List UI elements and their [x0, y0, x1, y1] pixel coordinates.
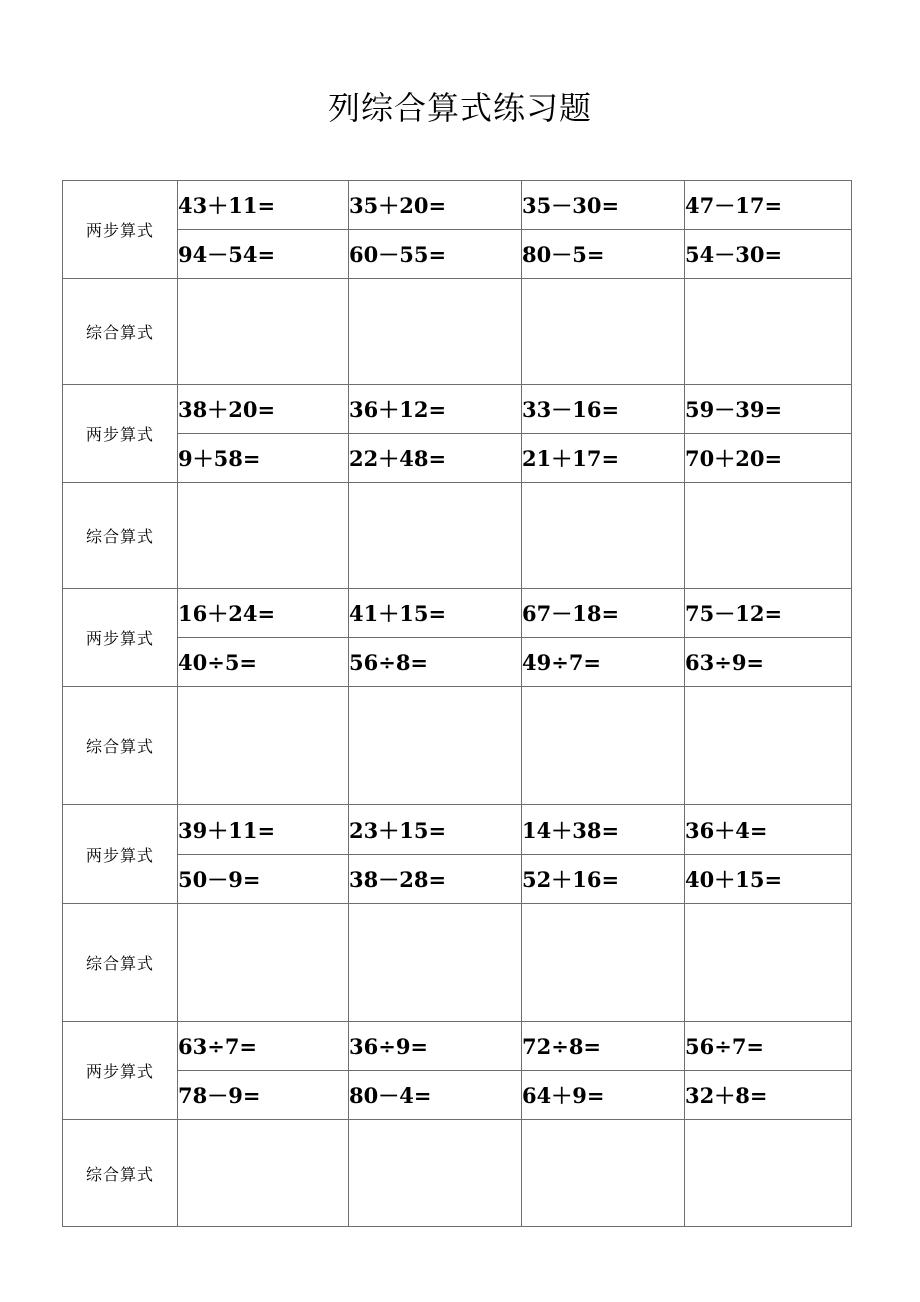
problem-cell: 40＋15=	[685, 855, 852, 904]
problem-cell: 36＋12=	[349, 385, 522, 434]
problem-cell: 60－55=	[349, 230, 522, 279]
problem-row	[63, 855, 852, 904]
answer-cell[interactable]	[522, 279, 685, 385]
problem-cell: 35－30=	[522, 181, 685, 230]
problem-cell: 59－39=	[685, 385, 852, 434]
two-step-label: 两步算式	[63, 589, 178, 687]
problem-row	[63, 385, 852, 434]
two-step-label: 两步算式	[63, 181, 178, 279]
problem-cell: 36÷9=	[349, 1022, 522, 1071]
problem-cell: 9＋58=	[178, 434, 349, 483]
answer-cell[interactable]	[522, 1120, 685, 1227]
problem-row	[63, 181, 852, 230]
problem-cell: 80－4=	[349, 1071, 522, 1120]
problem-cell: 14＋38=	[522, 805, 685, 855]
problem-cell: 63÷9=	[685, 638, 852, 687]
problem-cell: 23＋15=	[349, 805, 522, 855]
problem-cell: 38－28=	[349, 855, 522, 904]
two-step-label: 两步算式	[63, 385, 178, 483]
problem-row	[63, 638, 852, 687]
answer-cell[interactable]	[685, 687, 852, 805]
answer-cell[interactable]	[349, 904, 522, 1022]
problem-cell: 43＋11=	[178, 181, 349, 230]
answer-cell[interactable]	[349, 687, 522, 805]
problem-cell: 94－54=	[178, 230, 349, 279]
problem-cell: 49÷7=	[522, 638, 685, 687]
problem-cell: 22＋48=	[349, 434, 522, 483]
problem-cell: 21＋17=	[522, 434, 685, 483]
problem-cell: 52＋16=	[522, 855, 685, 904]
answer-cell[interactable]	[349, 1120, 522, 1227]
two-step-label: 两步算式	[63, 1022, 178, 1120]
combined-row	[63, 279, 852, 385]
problem-cell: 38＋20=	[178, 385, 349, 434]
problem-cell: 64＋9=	[522, 1071, 685, 1120]
combined-row	[63, 1120, 852, 1227]
answer-cell[interactable]	[522, 483, 685, 589]
problem-cell: 56÷8=	[349, 638, 522, 687]
answer-cell[interactable]	[178, 483, 349, 589]
combined-label: 综合算式	[63, 904, 178, 1022]
problem-cell: 36＋4=	[685, 805, 852, 855]
answer-cell[interactable]	[685, 1120, 852, 1227]
problem-cell: 80－5=	[522, 230, 685, 279]
problem-row	[63, 805, 852, 855]
combined-row	[63, 904, 852, 1022]
problem-cell: 40÷5=	[178, 638, 349, 687]
problem-cell: 16＋24=	[178, 589, 349, 638]
problem-cell: 78－9=	[178, 1071, 349, 1120]
problem-cell: 41＋15=	[349, 589, 522, 638]
answer-cell[interactable]	[685, 483, 852, 589]
combined-row	[63, 687, 852, 805]
answer-cell[interactable]	[349, 483, 522, 589]
problem-cell: 72÷8=	[522, 1022, 685, 1071]
problem-cell: 54－30=	[685, 230, 852, 279]
problem-cell: 33－16=	[522, 385, 685, 434]
answer-cell[interactable]	[685, 279, 852, 385]
combined-label: 综合算式	[63, 483, 178, 589]
problem-cell: 50－9=	[178, 855, 349, 904]
problem-row	[63, 434, 852, 483]
answer-cell[interactable]	[685, 904, 852, 1022]
problem-cell: 32＋8=	[685, 1071, 852, 1120]
problem-cell: 35＋20=	[349, 181, 522, 230]
combined-label: 综合算式	[63, 1120, 178, 1227]
answer-cell[interactable]	[178, 1120, 349, 1227]
combined-label: 综合算式	[63, 687, 178, 805]
answer-cell[interactable]	[178, 279, 349, 385]
problem-cell: 39＋11=	[178, 805, 349, 855]
problem-cell: 63÷7=	[178, 1022, 349, 1071]
answer-cell[interactable]	[522, 904, 685, 1022]
combined-row	[63, 483, 852, 589]
answer-cell[interactable]	[178, 687, 349, 805]
problem-row	[63, 230, 852, 279]
page-title: 列综合算式练习题	[327, 89, 592, 127]
problem-row	[63, 1071, 852, 1120]
problem-row	[63, 589, 852, 638]
answer-cell[interactable]	[349, 279, 522, 385]
answer-cell[interactable]	[178, 904, 349, 1022]
problem-cell: 70＋20=	[685, 434, 852, 483]
problem-row	[63, 1022, 852, 1071]
worksheet-table	[62, 180, 852, 1227]
combined-label: 综合算式	[63, 279, 178, 385]
answer-cell[interactable]	[522, 687, 685, 805]
problem-cell: 47－17=	[685, 181, 852, 230]
problem-cell: 67－18=	[522, 589, 685, 638]
two-step-label: 两步算式	[63, 805, 178, 904]
problem-cell: 56÷7=	[685, 1022, 852, 1071]
problem-cell: 75－12=	[685, 589, 852, 638]
